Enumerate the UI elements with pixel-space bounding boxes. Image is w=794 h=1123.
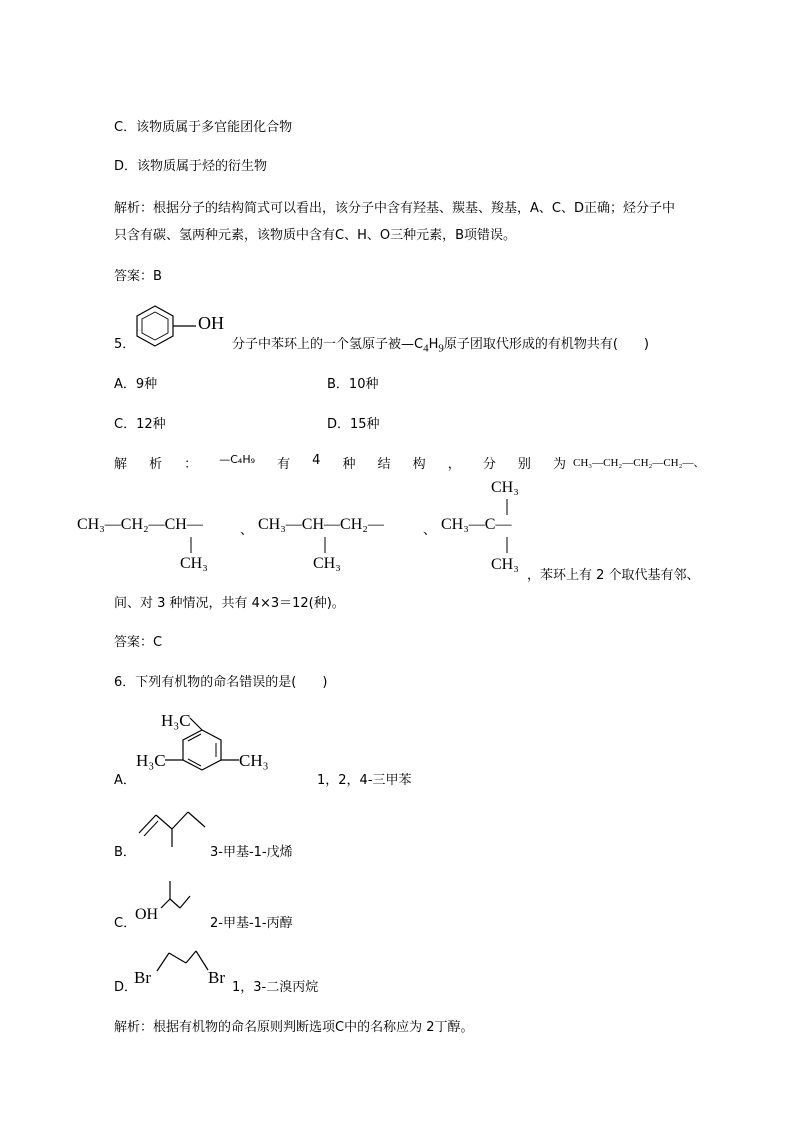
trimethylbenzene-structure — [135, 706, 315, 786]
dibromopropane-label-right: Br — [208, 968, 225, 987]
q6-option-c-letter: C． — [114, 916, 137, 931]
butanol-oh-label: OH — [135, 906, 159, 923]
butyl-chain-2-main: CH₃—CH₂—CH— — [77, 516, 203, 533]
q6-option-d-name: 1，3-二溴丙烷 — [232, 980, 319, 995]
analysis-word: 别 — [517, 457, 531, 472]
q6-option-a-letter: A． — [114, 773, 136, 788]
analysis-word: ： — [184, 457, 198, 472]
q5-option-c: C．12种 — [114, 417, 166, 432]
q5-stem-part1: 分子中苯环上的一个氢原子被—C — [232, 337, 424, 352]
butyl-chain-3-main: CH₃—CH—CH₂— — [258, 516, 384, 533]
butanol-structure — [134, 875, 204, 925]
q6-option-a-name: 1，2，4-三甲苯 — [317, 773, 412, 788]
analysis-word: 析 — [149, 457, 163, 472]
q6-option-b-name: 3-甲基-1-戊烯 — [210, 845, 293, 860]
q5-stem-sub2: 9 — [438, 342, 444, 355]
q6-option-c-name: 2-甲基-1-丙醇 — [210, 916, 293, 931]
analysis-word: 分 — [482, 457, 496, 472]
chain-4-bottom-bond — [506, 537, 510, 553]
dibromopropane-label-left: Br — [134, 968, 151, 987]
chain-2-bond — [190, 537, 194, 553]
q5-stem — [232, 333, 649, 355]
q5-analysis-tail1: ，苯环上有 2 个取代基有邻、 — [527, 568, 700, 583]
q5-option-a: A．9种 — [114, 377, 158, 392]
analysis-word: 有 — [277, 457, 291, 472]
q5-option-b: B．10种 — [327, 377, 379, 392]
trimethylbenzene-label-left: H₃C — [136, 751, 166, 770]
butyl-chain-4-bottom: CH₃ — [491, 556, 519, 573]
phenol-oh-label: OH — [198, 313, 224, 333]
q6-stem: 6．下列有机物的命名错误的是( ) — [114, 675, 328, 690]
trimethylbenzene-label-right: CH₃ — [239, 751, 269, 770]
q4-option-c: C．该物质属于多官能团化合物 — [114, 120, 293, 135]
dibromopropane-structure — [134, 945, 234, 989]
q4-option-d: D．该物质属于烃的衍生物 — [114, 159, 268, 174]
q5-number: 5． — [114, 337, 136, 352]
q5-analysis-tail2: 间、对 3 种情况，共有 4×3＝12(种)。 — [114, 596, 345, 611]
trimethylbenzene-label-top: H₃C — [161, 711, 191, 730]
q4-analysis-line2: 只含有碳、氢两种元素，该物质中含有C、H、O三种元素，B项错误。 — [114, 228, 517, 243]
q5-option-d: D．15种 — [327, 417, 380, 432]
analysis-word: 解 — [114, 457, 128, 472]
q4-analysis-line1: 解析：根据分子的结构简式可以看出，该分子中含有羟基、羰基、羧基，A、C、D正确；烃分子中 — [114, 201, 675, 216]
chain-4-top-bond — [506, 499, 510, 515]
q5-stem-part2: H — [428, 337, 439, 352]
analysis-word: 结 — [377, 457, 391, 472]
analysis-word: 4 — [312, 453, 321, 468]
analysis-word: —C₄H₉ — [219, 453, 256, 466]
q4-answer: 答案：B — [114, 269, 162, 284]
butyl-chain-1: CH₃—CH₂—CH₂—CH₂—、 — [573, 457, 705, 469]
chain-3-bond — [324, 537, 328, 553]
butyl-chain-3-branch: CH₃ — [313, 555, 341, 572]
q5-stem-sub1: 4 — [423, 342, 429, 355]
analysis-word: 为 — [552, 457, 566, 472]
q5-analysis-intro — [114, 453, 566, 472]
q6-option-d-letter: D． — [114, 980, 138, 995]
analysis-word: ， — [447, 457, 461, 472]
separator-1: 、 — [240, 523, 254, 538]
q5-answer: 答案：C — [114, 635, 163, 650]
separator-2: 、 — [423, 523, 437, 538]
analysis-word: 种 — [342, 457, 356, 472]
q6-option-b-letter: B． — [114, 845, 136, 860]
analysis-word: 构 — [412, 457, 426, 472]
butyl-chain-2-branch: CH₃ — [180, 555, 208, 572]
butyl-chain-4-main: CH₃—C— — [441, 516, 512, 533]
q6-analysis: 解析：根据有机物的命名原则判断选项C中的名称应为 2丁醇。 — [114, 1020, 474, 1035]
q5-stem-part3: 原子团取代形成的有机物共有( ) — [443, 337, 650, 352]
butyl-chain-4-top: CH₃ — [491, 479, 519, 496]
methylpentene-structure — [136, 803, 216, 853]
